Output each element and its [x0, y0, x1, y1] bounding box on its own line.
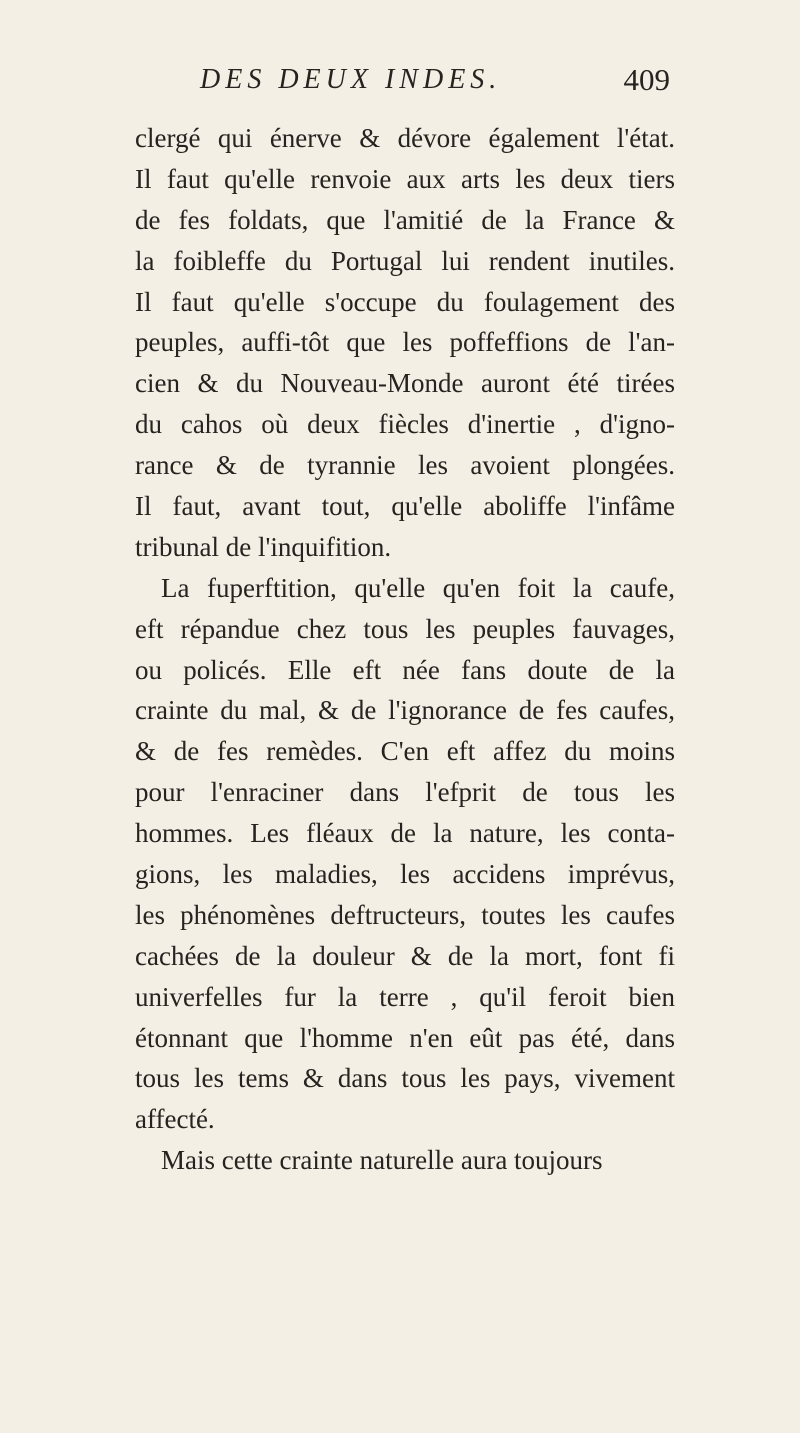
text-line: pour l'enraciner dans l'efprit de tous les: [135, 777, 675, 808]
text-line: ou policés. Elle eft née fans doute de la: [135, 654, 675, 685]
text-line: du cahos où deux fiècles d'inertie , d'igno-: [135, 409, 675, 440]
running-title: DES DEUX INDES.: [200, 64, 502, 95]
text-line: clergé qui énerve & dévore également l'état.: [135, 123, 675, 153]
text-line: eft répandue chez tous les peuples fauvages,: [135, 613, 675, 644]
text-line: crainte du mal, & de l'ignorance de fes caufes,: [135, 695, 675, 726]
text-line: Mais cette crainte naturelle aura toujours: [161, 1145, 603, 1176]
text-line: Il faut, avant tout, qu'elle aboliffe l'infâme: [135, 491, 675, 522]
text-line: Il faut qu'elle s'occupe du foulagement des: [135, 286, 675, 317]
text-line: hommes. Les fléaux de la nature, les conta-: [135, 818, 675, 849]
text-line: étonnant que l'homme n'en eût pas été, dans: [135, 1022, 675, 1053]
text-line: & de fes remèdes. C'en eft affez du moins: [135, 736, 675, 767]
text-line: peuples, auffi-tôt que les poffeffions de l'an-: [135, 327, 675, 358]
body-text: [135, 118, 675, 1181]
text-line: gions, les maladies, les accidens imprévus,: [135, 859, 675, 890]
text-line: affecté.: [135, 1104, 215, 1135]
text-line: tous les tems & dans tous les pays, vivement: [135, 1063, 675, 1094]
page-number: 409: [623, 62, 670, 97]
text-line: cien & du Nouveau-Monde auront été tirées: [135, 368, 675, 399]
text-line: univerfelles fur la terre , qu'il feroit bien: [135, 981, 675, 1012]
text-line: tribunal de l'inquifition.: [135, 531, 392, 562]
text-line: La fuperftition, qu'elle qu'en foit la caufe,: [161, 572, 675, 603]
text-line: les phénomènes deftructeurs, toutes les caufes: [135, 899, 675, 930]
text-line: la foibleffe du Portugal lui rendent inutiles.: [135, 245, 675, 276]
text-line: Il faut qu'elle renvoie aux arts les deux tiers: [135, 163, 675, 194]
text-line: rance & de tyrannie les avoient plongées.: [135, 450, 675, 481]
running-head: [200, 58, 670, 102]
text-line: de fes foldats, que l'amitié de la France &: [135, 204, 675, 235]
text-line: cachées de la douleur & de la mort, font fi: [135, 940, 675, 971]
